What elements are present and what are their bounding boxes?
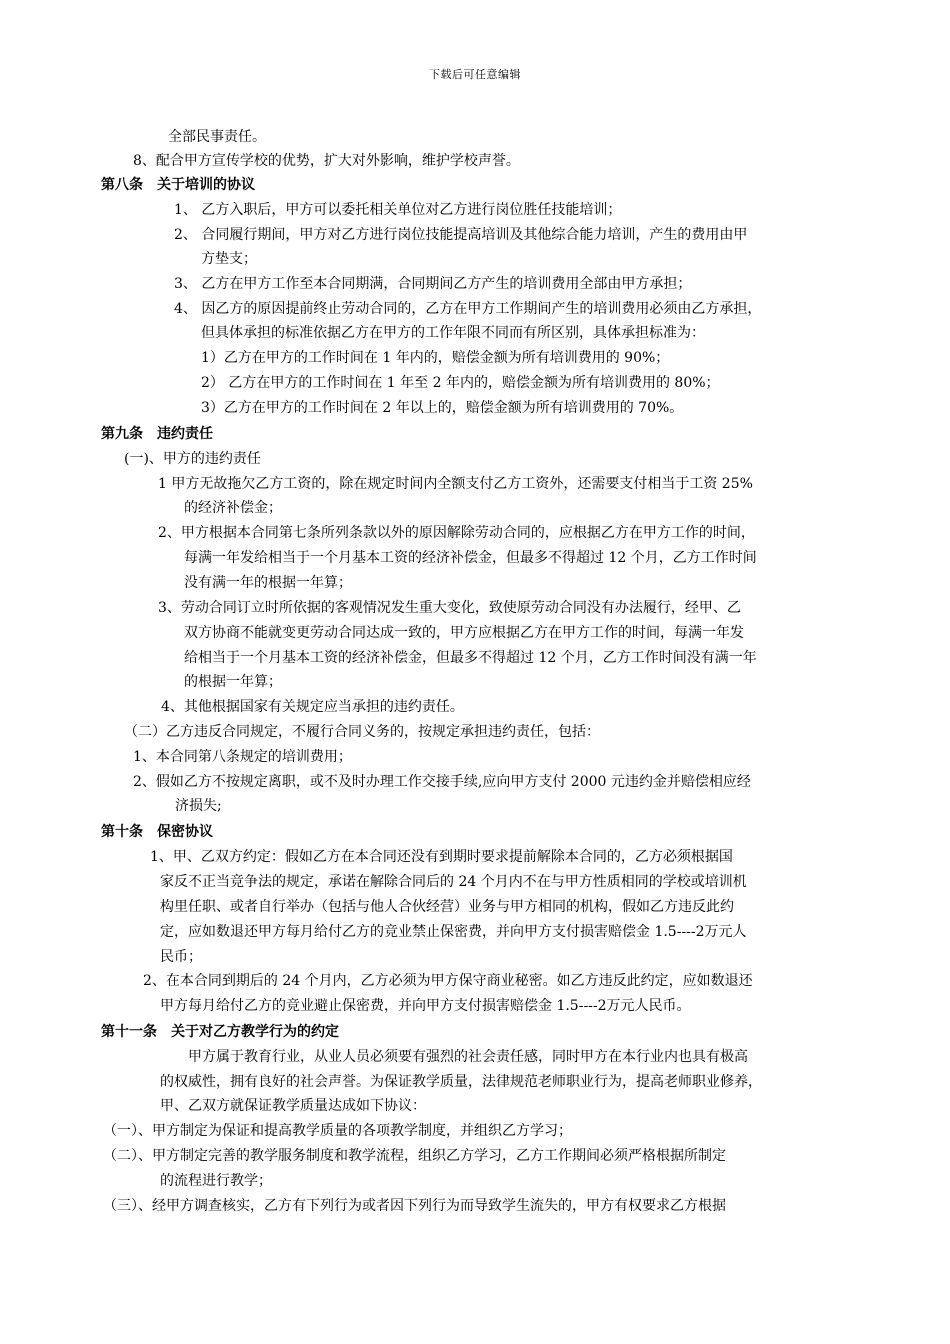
text-line: 定，应如数退还甲方每月给付乙方的竞业禁止保密费，并向甲方支付损害赔偿金 1.5----2万元人 — [160, 924, 747, 940]
text-line: 给相当于一个月基本工资的经济补偿金，但最多不得超过 12 个月，乙方工作时间没有满一年 — [184, 650, 757, 666]
text-line: 4、 因乙方的原因提前终止劳动合同的，乙方在甲方工作期间产生的培训费用必须由乙方承担， — [174, 301, 762, 317]
section-heading: 第八条 关于培训的协议 — [101, 177, 255, 193]
text-line: 甲方每月给付乙方的竞业避止保密费，并向甲方支付损害赔偿金 1.5----2万元人民币。 — [160, 998, 691, 1014]
page-header: 下载后可任意编辑 — [429, 68, 521, 81]
text-line: 3、 乙方在甲方工作至本合同期满，合同期间乙方产生的培训费用全部由甲方承担； — [174, 276, 692, 292]
text-line: 甲、乙双方就保证教学质量达成如下协议： — [160, 1098, 426, 1114]
text-line: (一)、甲方的违约责任 — [124, 451, 261, 467]
text-line: 2） 乙方在甲方的工作时间在 1 年至 2 年内的，赔偿金额为所有培训费用的 80%； — [201, 375, 720, 391]
text-line: 双方协商不能就变更劳动合同达成一致的，甲方应根据乙方在甲方工作的时间，每满一年发 — [184, 625, 744, 641]
section-heading: 第十条 保密协议 — [101, 824, 213, 840]
text-line: 1 甲方无故拖欠乙方工资的，除在规定时间内全额支付乙方工资外，还需要支付相当于工资 25% — [158, 476, 753, 492]
text-line: （三）、经甲方调查核实，乙方有下列行为或者因下列行为而导致学生流失的，甲方有权要求乙方根据 — [103, 1198, 726, 1214]
text-line: 的流程进行教学； — [160, 1173, 272, 1189]
text-line: （二）乙方违反合同规定，不履行合同义务的，按规定承担违约责任，包括： — [124, 724, 600, 740]
text-line: 方垫支； — [201, 251, 257, 267]
text-line: 1、本合同第八条规定的培训费用； — [133, 749, 352, 765]
text-line: 没有满一年的根据一年算； — [184, 575, 352, 591]
text-line: 民币； — [160, 949, 202, 965]
text-line: 2、 合同履行期间，甲方对乙方进行岗位技能提高培训及其他综合能力培训，产生的费用由甲 — [174, 227, 748, 243]
text-line: 4、其他根据国家有关规定应当承担的违约责任。 — [161, 699, 464, 715]
text-line: 甲方属于教育行业，从业人员必须要有强烈的社会责任感，同时甲方在本行业内也具有极高 — [188, 1049, 748, 1065]
section-heading: 第十一条 关于对乙方教学行为的约定 — [101, 1024, 339, 1040]
text-line: 1、 乙方入职后，甲方可以委托相关单位对乙方进行岗位胜任技能培训； — [174, 202, 622, 218]
text-line: （二）、甲方制定完善的教学服务制度和教学流程，组织乙方学习，乙方工作期间必须严格根据所制定 — [103, 1148, 726, 1164]
text-line: 济损失; — [175, 798, 222, 814]
text-line: 但具体承担的标准依据乙方在甲方的工作年限不同而有所区别，具体承担标准为： — [201, 325, 705, 341]
text-line: 构里任职、或者自行举办（包括与他人合伙经营）业务与甲方相同的机构，假如乙方违反此约 — [160, 899, 734, 915]
text-line: 全部民事责任。 — [168, 129, 266, 145]
text-line: 的经济补偿金； — [184, 500, 282, 516]
text-line: 1、甲、乙双方约定：假如乙方在本合同还没有到期时要求提前解除本合同的，乙方必须根据国 — [150, 849, 733, 865]
text-line: 2、甲方根据本合同第七条所列条款以外的原因解除劳动合同的，应根据乙方在甲方工作的时间， — [158, 525, 755, 541]
text-line: 家反不正当竞争法的规定，承诺在解除合同后的 24 个月内不在与甲方性质相同的学校或培训机 — [160, 874, 747, 890]
text-line: 3、劳动合同订立时所依据的客观情况发生重大变化，致使原劳动合同没有办法履行，经甲、乙 — [158, 600, 741, 616]
text-line: 1）乙方在甲方的工作时间在 1 年内的，赔偿金额为所有培训费用的 90%； — [201, 350, 670, 366]
section-heading: 第九条 违约责任 — [101, 426, 213, 442]
text-line: 2、假如乙方不按规定离职，或不及时办理工作交接手续,应向甲方支付 2000 元违约金并赔偿相应经 — [133, 774, 751, 790]
text-line: 每满一年发给相当于一个月基本工资的经济补偿金，但最多不得超过 12 个月，乙方工作时间 — [184, 550, 757, 566]
text-line: 8、配合甲方宣传学校的优势，扩大对外影响，维护学校声誉。 — [133, 153, 520, 169]
text-line: 的权威性，拥有良好的社会声誉。为保证教学质量，法律规范老师职业行为，提高老师职业修养， — [160, 1074, 762, 1090]
text-line: （一）、甲方制定为保证和提高教学质量的各项教学制度，并组织乙方学习； — [103, 1123, 572, 1139]
text-line: 2、在本合同到期后的 24 个月内，乙方必须为甲方保守商业秘密。如乙方违反此约定，应如数退还 — [143, 973, 753, 989]
text-line: 3）乙方在甲方的工作时间在 2 年以上的，赔偿金额为所有培训费用的 70%。 — [201, 400, 684, 416]
text-line: 的根据一年算； — [184, 674, 282, 690]
